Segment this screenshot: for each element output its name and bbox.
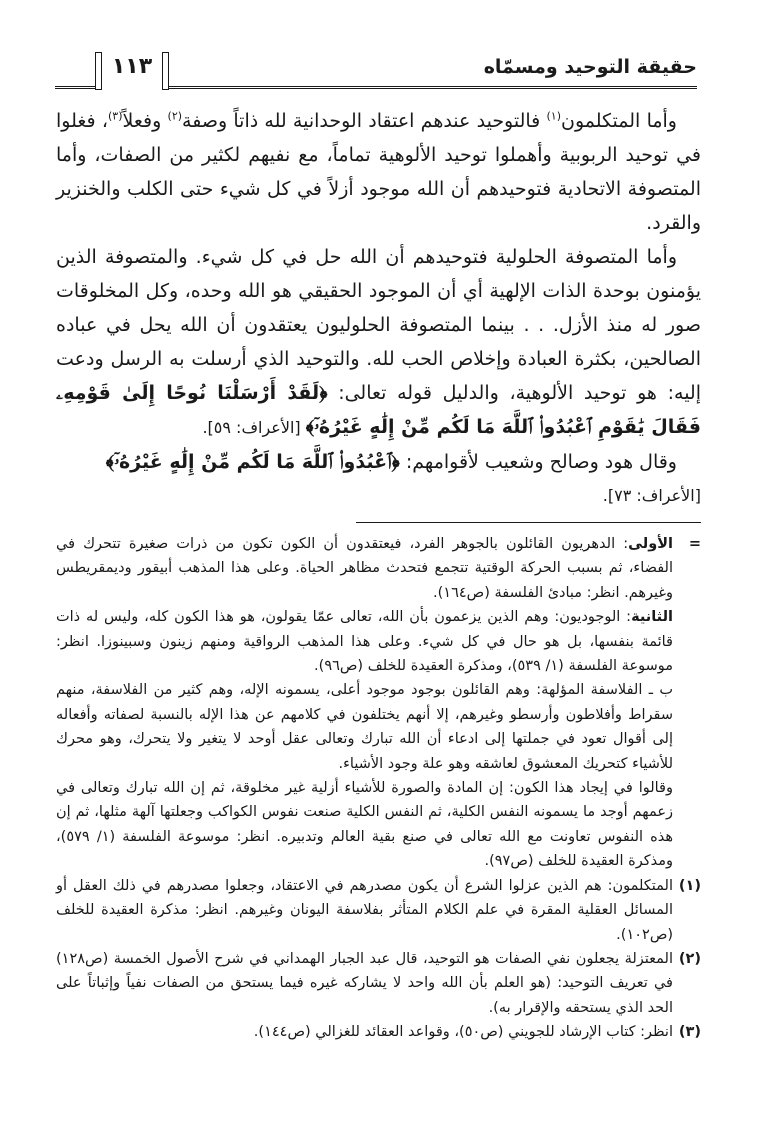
paragraph-hud-salih [56, 445, 701, 479]
footnote-text [56, 532, 673, 874]
footnote-1 [56, 874, 701, 947]
verse-reference: [الأعراف: ٥٩]. [202, 418, 306, 437]
text-span: : الوجوديون: وهم الذين يزعمون بأن الله، تعالى عمّا يقولون، هو هذا الكون كله، وليس له ذات قائمة بنفسها، بل هو حال في كل شيء. وعلى هذا المذهب الرواقية ومنهم زينون وسبينوزا. انظر: موسوعة الفلسفة (١/ ٥٣٩)، ومذكرة العقيدة للخلف (ص٩٦). [56, 609, 673, 675]
paragraph-hululiyya [56, 240, 701, 445]
footnote-paragraph: ب ـ الفلاسفة المؤلهة: وهم القائلون بوجود موجود أعلى، يسمونه الإله، وهم كثير من الفلاسفة، منهم سقراط وأفلاطون وأرسطو وغيرهم، إلا أنهم يختلفون في كلامهم عن هذا الإله بالنسبة لصفاته وأفعاله إلى أقوال تعود في جملتها إلى ادعاء أن الله تبارك وتعالى عقل أوحد لا يتغير ولا يتحرك، وهو محرك للأشياء كتحريك المعشوق لعاشقه وهو علة وجود الأشياء. [56, 682, 673, 772]
footnotes [56, 532, 701, 1045]
footnote-ref-3: (٣) [108, 109, 123, 123]
frame-bar-right [162, 52, 169, 90]
text-span: وفعلاً [122, 110, 168, 132]
footnote-number: (٢) [678, 950, 701, 967]
footnote-separator [356, 522, 701, 523]
verse-reference: [الأعراف: ٧٣]. [602, 486, 701, 505]
footnote-3 [56, 1020, 701, 1044]
footnote-ref-2: (٢) [167, 109, 183, 123]
bold-label: الأولى [628, 536, 673, 552]
footnote-paragraph [56, 605, 673, 678]
page-number: ١١٣ [111, 54, 153, 79]
footnote-continuation [56, 532, 701, 874]
paragraph-mutakallimun [56, 104, 701, 240]
footnote-paragraph [56, 532, 673, 605]
footnote-paragraph: وقالوا في إيجاد هذا الكون: إن المادة والصورة للأشياء أزلية غير مخلوقة، ثم إن الله تبارك وتعالى في زعمهم أوجد ما يسمونه النفس الكلية، ثم النفس الكلية صنعت نفوس الكواكب وجعلتها آلهة مثلها، ثم إن هذه النفوس تعاونت مع الله تعالى في صنع بقية العالم وتدبيره. انظر: موسوعة الفلسفة (١/ ٥٧٩)، ومذكرة العقيدة للخلف (ص٩٧). [56, 780, 674, 870]
footnote-number: (١) [678, 877, 701, 894]
quran-verse: ﴿لَقَدْ أَرْسَلْنَا نُوحًا إِلَىٰ قَوْمِهِۦ فَقَالَ يَٰقَوْمِ ٱعْبُدُوا۟ ٱللَّهَ مَا لَكُم مِّنْ إِلَٰهٍ غَيْرُهُۥٓ﴾ [56, 382, 701, 438]
main-text [56, 104, 701, 513]
text-span: وقال هود وصالح وشعيب لأقوامهم: [399, 451, 677, 473]
running-header [55, 50, 697, 94]
running-title: حقيقة التوحيد ومسمّاه [483, 56, 697, 78]
footnote-text: انظر: كتاب الإرشاد للجويني (ص٥٠)، وقواعد العقائد للغزالي (ص١٤٤). [253, 1024, 673, 1041]
continuation-mark: = [688, 536, 701, 552]
frame-bar-left [95, 52, 102, 90]
text-span: فالتوحيد عندهم اعتقاد الوحدانية لله ذاتاً وصفة [182, 110, 547, 132]
footnote-ref-1: (١) [546, 109, 562, 123]
quran-verse: ﴿ٱعْبُدُوا۟ ٱللَّهَ مَا لَكُم مِّنْ إِلَٰهٍ غَيْرُهُۥٓ﴾ [105, 451, 400, 473]
page-number-frame [95, 50, 169, 90]
bold-label: الثانية [631, 609, 673, 626]
text-span: : الدهريون القائلون بالجوهر الفرد، فيعتقدون أن الكون تكون من ذرات صغيرة تتحرك في الفضاء، ثم بسبب الحركة الوقتية تتجمع فتحدث مظاهر الحياة. وعلى هذا المذهب أبيقور وديمقريطس وغيرهم. انظر: مبادئ الفلسفة (ص١٦٤). [56, 536, 673, 601]
footnote-text: المعتزلة يجعلون نفي الصفات هو التوحيد، قال عبد الجبار الهمداني في شرح الأصول الخمسة (ص١٢٨) في تعريف التوحيد: (هو العلم بأن الله واحد لا يشاركه غيره فيما يستحق من الصفات نفياً وإثباتاً على الحد الذي يستحقه والإقرار به). [56, 950, 673, 1016]
footnote-text: المتكلمون: هم الذين عزلوا الشرع أن يكون مصدرهم في الاعتقاد، وجعلوا مصدرهم في ذلك العقل أو المسائل العقلية المقرة في علم الكلام المتأثر بفلاسفة اليونان وغيرهم. انظر: مذكرة العقيدة للخلف (ص١٠٢). [56, 877, 673, 943]
text-span: ، فغلوا في توحيد الربوبية وأهملوا توحيد الألوهية تماماً، مع نفيهم لكثير من الصفات، وأما المتصوفة الاتحادية فتوحيدهم أن الله موجود أزلاً في كل شيء حتى الكلب والخنزير والقرد. [56, 110, 701, 234]
text-span: وأما المتكلمون [561, 110, 677, 132]
footnote-2 [56, 947, 701, 1020]
footnote-number: (٣) [678, 1024, 701, 1041]
text-span: وأما المتصوفة الحلولية فتوحيدهم أن الله حل في كل شيء. والمتصوفة الذين يؤمنون بوحدة الذات الإلهية أي أن الموجود الحقيقي هو الله وحده، وكل المخلوقات صور له منذ الأزل. . . بينما المتصوفة الحلوليون يعتقدون أن الله يحل في عباده الصالحين، بكثرة العبادة وإخلاص الحب لله. والتوحيد الذي أرسلت به الرسل ودعت إليه: هو توحيد الألوهية، والدليل قوله تعالى: [56, 246, 701, 404]
